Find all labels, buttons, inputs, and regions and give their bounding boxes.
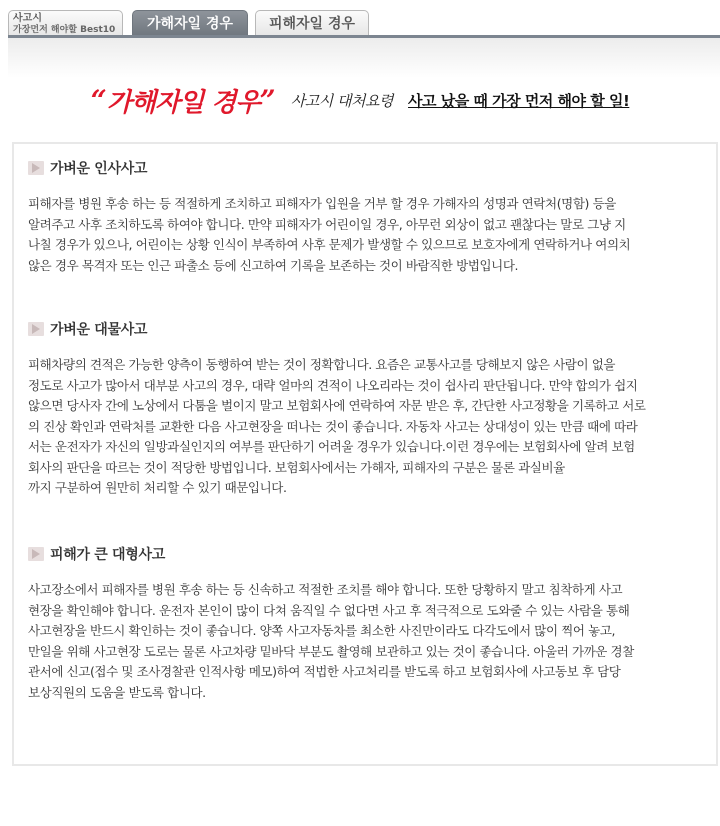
tab-victim[interactable]	[255, 10, 369, 36]
arrow-right-icon	[28, 161, 44, 175]
text-line: 서는 운전자가 자신의 일방과실인지의 여부를 판단하기 어려울 경우가 있습니다.이런 경우에는 보험회사에 알려 보험	[28, 439, 635, 454]
text-line: 현장을 확인해야 합니다. 운전자 본인이 많이 다쳐 움직일 수 없다면 사고 후 적극적으로 도와줄 수 있는 사람을 통해	[28, 602, 630, 618]
text-line: 까지 구분하여 원만히 처리할 수 있기 때문입니다.	[28, 480, 287, 495]
page-title: 가해자일 경우	[106, 88, 260, 118]
text-line: 정도로 사고가 많아서 대부분 사고의 경우, 대략 얼마의 견적이 나오리라는 것이 쉽사리 판단됩니다. 만약 합의가 쉽지	[28, 377, 638, 393]
text-line: 피해차량의 견적은 가능한 양측이 동행하여 받는 것이 정확합니다. 요즘은 교통사고를 당해보지 않은 사람이 없을	[28, 357, 616, 372]
section-text	[28, 355, 718, 499]
page-subtitle: 사고시 대처요령	[290, 92, 393, 110]
arrow-right-icon	[28, 547, 44, 561]
arrow-right-icon	[28, 322, 44, 336]
text-line: 않으면 당사자 간에 노상에서 다툼을 벌이지 말고 보험회사에 연락하여 자문 받은 후, 간단한 사고정황을 기록하고 서로	[28, 398, 646, 413]
content-box	[12, 142, 718, 766]
tab-best10-line1: 사고시	[13, 13, 42, 24]
page-headline	[0, 82, 720, 119]
section-minor-injury	[28, 158, 718, 276]
section-text	[28, 194, 718, 276]
section-title: 피해가 큰 대형사고	[50, 547, 165, 563]
tab-victim-label: 피해자일 경우	[268, 16, 356, 32]
text-line: 않은 경우 목격자 또는 인근 파출소 등에 신고하여 기록을 보존하는 것이 바람직한 방법입니다.	[28, 257, 519, 273]
text-line: 사고현장을 반드시 확인하는 것이 좋습니다. 양쪽 사고자동차를 최소한 사진만이라도 다각도에서 많이 찍어 놓고,	[28, 623, 616, 638]
text-line: 나칠 경우가 있으나, 어린이는 상황 인식이 부족하여 사후 문제가 발생할 수 있으므로 보호자에게 연락하거나 여의치	[28, 237, 631, 252]
text-line: 사고장소에서 피해자를 병원 후송 하는 등 신속하고 적절한 조치를 해야 합니다. 또한 당황하지 말고 침착하게 사고	[28, 582, 623, 597]
text-line: 관서에 신고(접수 및 조사경찰관 인적사항 메모)하여 적법한 사고처리를 받도록 하고 보험회사에 사고동보 후 담당	[28, 664, 621, 679]
text-line: 알려주고 사후 조치하도록 하여야 합니다. 만약 피해자가 어린이일 경우, 아무런 외상이 없고 괜찮다는 말로 그냥 지	[28, 216, 626, 232]
page-tagline: 사고 났을 때 가장 먼저 해야 할 일!	[408, 92, 630, 110]
section-title: 가벼운 인사사고	[50, 161, 148, 177]
text-line: 회사의 판단을 따르는 것이 적당한 방법입니다. 보험회사에서는 가해자, 피해자의 구분은 물론 과실비율	[28, 459, 565, 475]
section-major-accident	[28, 544, 718, 703]
text-line: 피해자를 병원 후송 하는 등 적절하게 조치하고 피해자가 입원을 거부 할 경우 가해자의 성명과 연락처(명함) 등을	[28, 196, 616, 211]
tab-best10[interactable]	[8, 10, 123, 36]
section-title: 가벼운 대물사고	[50, 322, 148, 338]
close-quote: ”	[259, 84, 276, 117]
tab-offender-label: 가해자일 경우	[146, 16, 234, 32]
tab-bar	[8, 10, 720, 38]
open-quote: “	[90, 84, 107, 117]
text-line: 보상직원의 도움을 받도록 합니다.	[28, 684, 206, 700]
text-line: 의 진상 확인과 연락처를 교환한 다음 사고현장을 떠나는 것이 좋습니다. 자동차 사고는 상대성이 있는 만큼 때에 따라	[28, 418, 638, 434]
text-line: 만일을 위해 사고현장 도로는 물론 사고차량 밑바닥 부분도 촬영해 보관하고 있는 것이 좋습니다. 아울러 가까운 경찰	[28, 643, 634, 659]
section-minor-property	[28, 319, 718, 499]
tab-offender[interactable]	[132, 10, 248, 36]
section-text	[28, 580, 718, 703]
tab-best10-line2: 가장먼저 해야할 Best10	[13, 25, 116, 35]
header-fade	[8, 38, 720, 78]
